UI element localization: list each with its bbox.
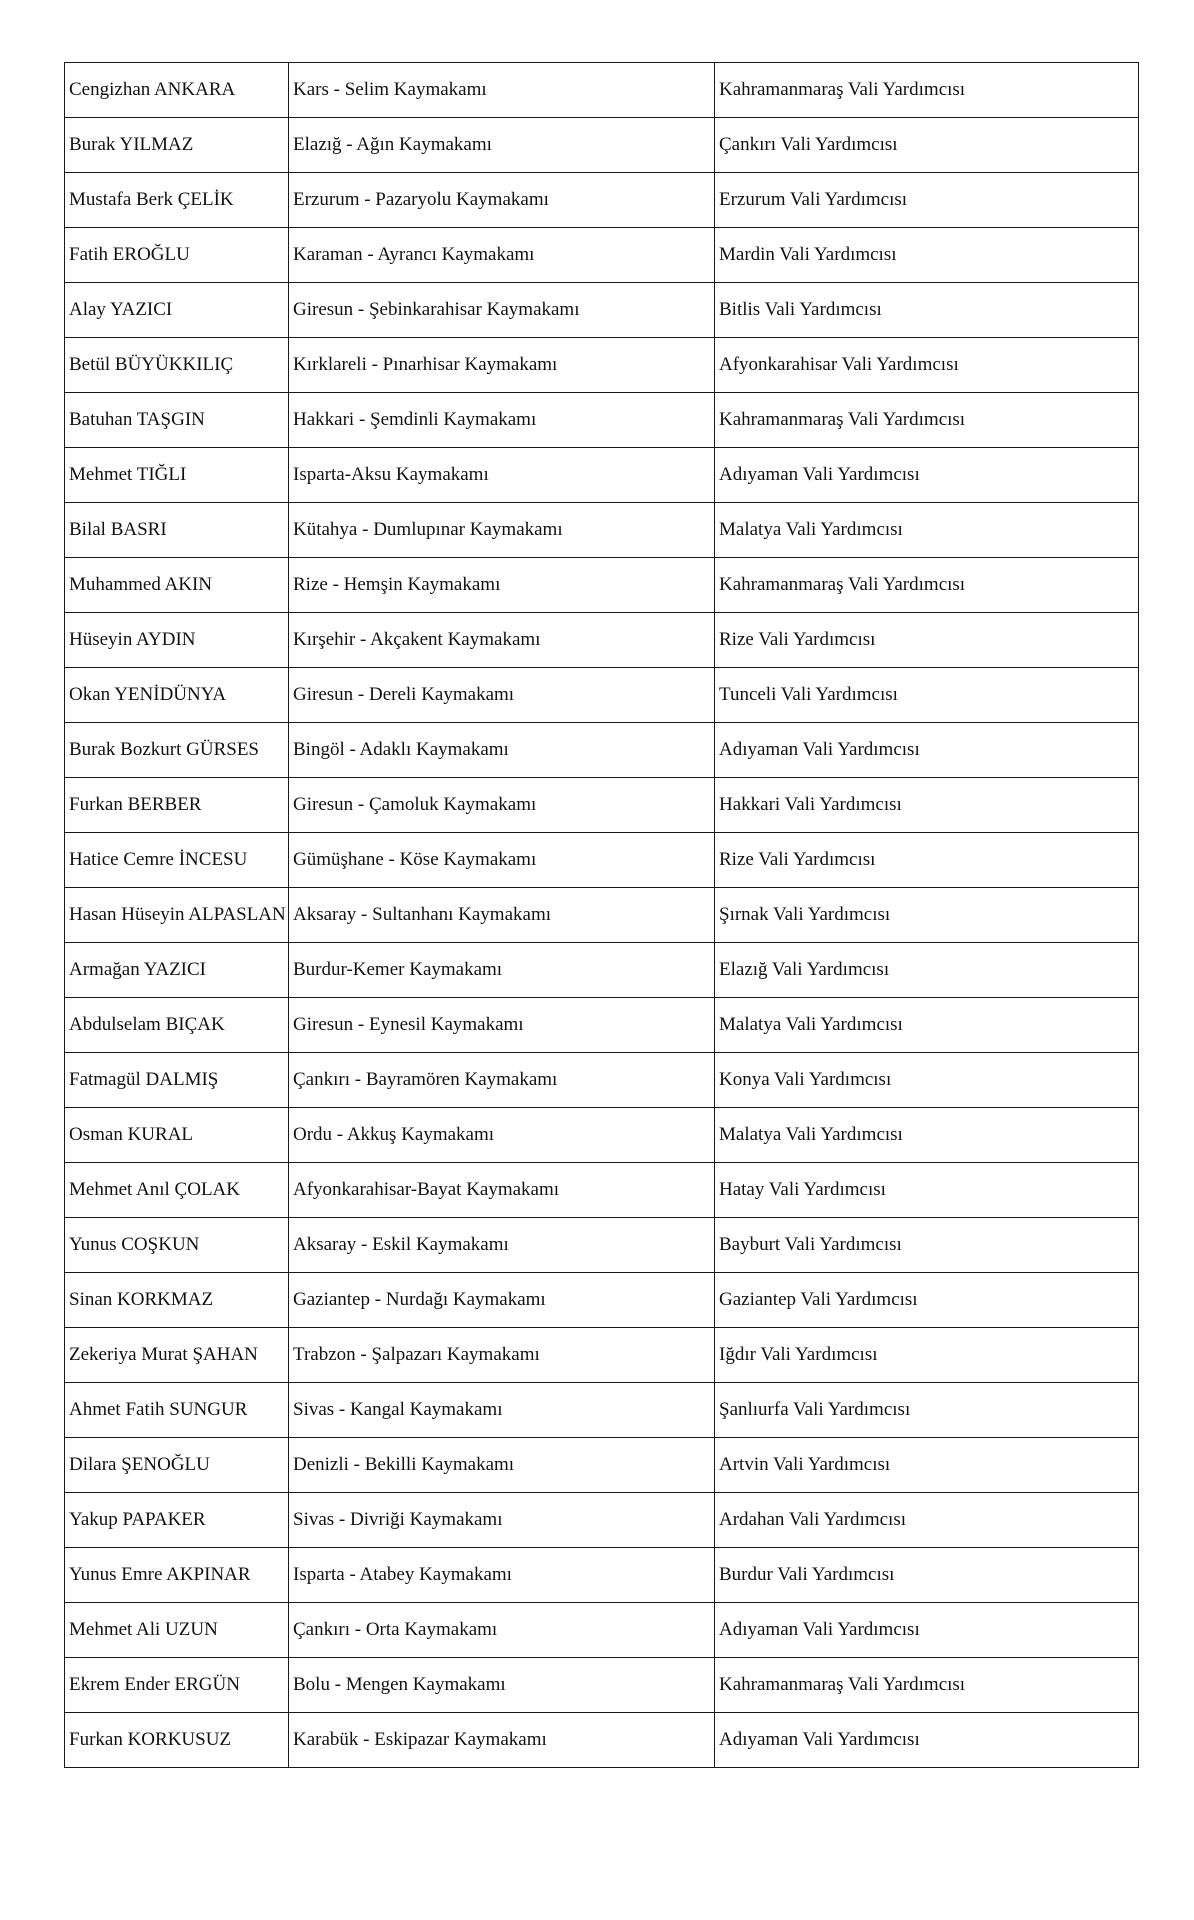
table-row: [65, 173, 1139, 228]
name-cell: Mehmet TIĞLI: [65, 448, 289, 503]
former-position-cell: Isparta-Aksu Kaymakamı: [289, 448, 715, 503]
new-position-cell: Adıyaman Vali Yardımcısı: [715, 1603, 1139, 1658]
new-position-cell: Kahramanmaraş Vali Yardımcısı: [715, 393, 1139, 448]
former-position-cell: Giresun - Şebinkarahisar Kaymakamı: [289, 283, 715, 338]
former-position-cell: Burdur-Kemer Kaymakamı: [289, 943, 715, 998]
former-position-cell: Kırklareli - Pınarhisar Kaymakamı: [289, 338, 715, 393]
new-position-cell: Şanlıurfa Vali Yardımcısı: [715, 1383, 1139, 1438]
name-cell: Yunus COŞKUN: [65, 1218, 289, 1273]
name-cell: Alay YAZICI: [65, 283, 289, 338]
former-position-cell: Denizli - Bekilli Kaymakamı: [289, 1438, 715, 1493]
table-row: [65, 833, 1139, 888]
name-cell: Muhammed AKIN: [65, 558, 289, 613]
new-position-cell: Malatya Vali Yardımcısı: [715, 1108, 1139, 1163]
name-cell: Furkan KORKUSUZ: [65, 1713, 289, 1768]
table-row: [65, 283, 1139, 338]
name-cell: Burak Bozkurt GÜRSES: [65, 723, 289, 778]
table-row: [65, 118, 1139, 173]
table-row: [65, 1328, 1139, 1383]
new-position-cell: Artvin Vali Yardımcısı: [715, 1438, 1139, 1493]
name-cell: Batuhan TAŞGIN: [65, 393, 289, 448]
table-row: [65, 778, 1139, 833]
name-cell: Ekrem Ender ERGÜN: [65, 1658, 289, 1713]
name-cell: Furkan BERBER: [65, 778, 289, 833]
new-position-cell: Malatya Vali Yardımcısı: [715, 998, 1139, 1053]
name-cell: Fatmagül DALMIŞ: [65, 1053, 289, 1108]
table-row: [65, 1548, 1139, 1603]
table-row: [65, 338, 1139, 393]
former-position-cell: Isparta - Atabey Kaymakamı: [289, 1548, 715, 1603]
new-position-cell: Kahramanmaraş Vali Yardımcısı: [715, 558, 1139, 613]
former-position-cell: Bolu - Mengen Kaymakamı: [289, 1658, 715, 1713]
name-cell: Dilara ŞENOĞLU: [65, 1438, 289, 1493]
table-row: [65, 393, 1139, 448]
new-position-cell: Adıyaman Vali Yardımcısı: [715, 1713, 1139, 1768]
new-position-cell: Bitlis Vali Yardımcısı: [715, 283, 1139, 338]
table-row: [65, 1218, 1139, 1273]
former-position-cell: Karaman - Ayrancı Kaymakamı: [289, 228, 715, 283]
former-position-cell: Kars - Selim Kaymakamı: [289, 63, 715, 118]
new-position-cell: Kahramanmaraş Vali Yardımcısı: [715, 1658, 1139, 1713]
table-row: [65, 888, 1139, 943]
name-cell: Sinan KORKMAZ: [65, 1273, 289, 1328]
former-position-cell: Gaziantep - Nurdağı Kaymakamı: [289, 1273, 715, 1328]
former-position-cell: Trabzon - Şalpazarı Kaymakamı: [289, 1328, 715, 1383]
table-row: [65, 1108, 1139, 1163]
new-position-cell: Afyonkarahisar Vali Yardımcısı: [715, 338, 1139, 393]
new-position-cell: Elazığ Vali Yardımcısı: [715, 943, 1139, 998]
table-row: [65, 63, 1139, 118]
name-cell: Mehmet Anıl ÇOLAK: [65, 1163, 289, 1218]
former-position-cell: Aksaray - Sultanhanı Kaymakamı: [289, 888, 715, 943]
new-position-cell: Mardin Vali Yardımcısı: [715, 228, 1139, 283]
new-position-cell: Çankırı Vali Yardımcısı: [715, 118, 1139, 173]
new-position-cell: Rize Vali Yardımcısı: [715, 833, 1139, 888]
name-cell: Hüseyin AYDIN: [65, 613, 289, 668]
former-position-cell: Bingöl - Adaklı Kaymakamı: [289, 723, 715, 778]
name-cell: Yakup PAPAKER: [65, 1493, 289, 1548]
former-position-cell: Kırşehir - Akçakent Kaymakamı: [289, 613, 715, 668]
new-position-cell: Burdur Vali Yardımcısı: [715, 1548, 1139, 1603]
name-cell: Osman KURAL: [65, 1108, 289, 1163]
former-position-cell: Giresun - Dereli Kaymakamı: [289, 668, 715, 723]
new-position-cell: Hatay Vali Yardımcısı: [715, 1163, 1139, 1218]
name-cell: Mehmet Ali UZUN: [65, 1603, 289, 1658]
table-row: [65, 1383, 1139, 1438]
name-cell: Betül BÜYÜKKILIÇ: [65, 338, 289, 393]
former-position-cell: Giresun - Çamoluk Kaymakamı: [289, 778, 715, 833]
new-position-cell: Konya Vali Yardımcısı: [715, 1053, 1139, 1108]
table-row: [65, 943, 1139, 998]
former-position-cell: Hakkari - Şemdinli Kaymakamı: [289, 393, 715, 448]
name-cell: Hatice Cemre İNCESU: [65, 833, 289, 888]
name-cell: Burak YILMAZ: [65, 118, 289, 173]
new-position-cell: Tunceli Vali Yardımcısı: [715, 668, 1139, 723]
name-cell: Yunus Emre AKPINAR: [65, 1548, 289, 1603]
former-position-cell: Sivas - Divriği Kaymakamı: [289, 1493, 715, 1548]
table-row: [65, 1603, 1139, 1658]
former-position-cell: Sivas - Kangal Kaymakamı: [289, 1383, 715, 1438]
name-cell: Fatih EROĞLU: [65, 228, 289, 283]
table-row: [65, 558, 1139, 613]
table-row: [65, 1273, 1139, 1328]
assignments-table: [64, 62, 1139, 1768]
table-row: [65, 1658, 1139, 1713]
former-position-cell: Elazığ - Ağın Kaymakamı: [289, 118, 715, 173]
table-row: [65, 723, 1139, 778]
table-row: [65, 1163, 1139, 1218]
new-position-cell: Adıyaman Vali Yardımcısı: [715, 723, 1139, 778]
table-row: [65, 1053, 1139, 1108]
table-row: [65, 503, 1139, 558]
new-position-cell: Hakkari Vali Yardımcısı: [715, 778, 1139, 833]
former-position-cell: Çankırı - Orta Kaymakamı: [289, 1603, 715, 1658]
new-position-cell: Şırnak Vali Yardımcısı: [715, 888, 1139, 943]
new-position-cell: Gaziantep Vali Yardımcısı: [715, 1273, 1139, 1328]
former-position-cell: Erzurum - Pazaryolu Kaymakamı: [289, 173, 715, 228]
table-row: [65, 668, 1139, 723]
table-row: [65, 1438, 1139, 1493]
assignments-table-body: [65, 63, 1139, 1768]
new-position-cell: Malatya Vali Yardımcısı: [715, 503, 1139, 558]
name-cell: Ahmet Fatih SUNGUR: [65, 1383, 289, 1438]
former-position-cell: Giresun - Eynesil Kaymakamı: [289, 998, 715, 1053]
name-cell: Mustafa Berk ÇELİK: [65, 173, 289, 228]
former-position-cell: Karabük - Eskipazar Kaymakamı: [289, 1713, 715, 1768]
table-row: [65, 1493, 1139, 1548]
name-cell: Cengizhan ANKARA: [65, 63, 289, 118]
name-cell: Abdulselam BIÇAK: [65, 998, 289, 1053]
new-position-cell: Rize Vali Yardımcısı: [715, 613, 1139, 668]
table-row: [65, 228, 1139, 283]
new-position-cell: Adıyaman Vali Yardımcısı: [715, 448, 1139, 503]
new-position-cell: Ardahan Vali Yardımcısı: [715, 1493, 1139, 1548]
name-cell: Okan YENİDÜNYA: [65, 668, 289, 723]
table-row: [65, 998, 1139, 1053]
former-position-cell: Rize - Hemşin Kaymakamı: [289, 558, 715, 613]
new-position-cell: Kahramanmaraş Vali Yardımcısı: [715, 63, 1139, 118]
name-cell: Zekeriya Murat ŞAHAN: [65, 1328, 289, 1383]
table-row: [65, 613, 1139, 668]
name-cell: Armağan YAZICI: [65, 943, 289, 998]
former-position-cell: Aksaray - Eskil Kaymakamı: [289, 1218, 715, 1273]
table-row: [65, 448, 1139, 503]
new-position-cell: Iğdır Vali Yardımcısı: [715, 1328, 1139, 1383]
table-row: [65, 1713, 1139, 1768]
new-position-cell: Bayburt Vali Yardımcısı: [715, 1218, 1139, 1273]
name-cell: Bilal BASRI: [65, 503, 289, 558]
former-position-cell: Ordu - Akkuş Kaymakamı: [289, 1108, 715, 1163]
former-position-cell: Kütahya - Dumlupınar Kaymakamı: [289, 503, 715, 558]
former-position-cell: Gümüşhane - Köse Kaymakamı: [289, 833, 715, 888]
name-cell: Hasan Hüseyin ALPASLAN: [65, 888, 289, 943]
new-position-cell: Erzurum Vali Yardımcısı: [715, 173, 1139, 228]
former-position-cell: Çankırı - Bayramören Kaymakamı: [289, 1053, 715, 1108]
former-position-cell: Afyonkarahisar-Bayat Kaymakamı: [289, 1163, 715, 1218]
